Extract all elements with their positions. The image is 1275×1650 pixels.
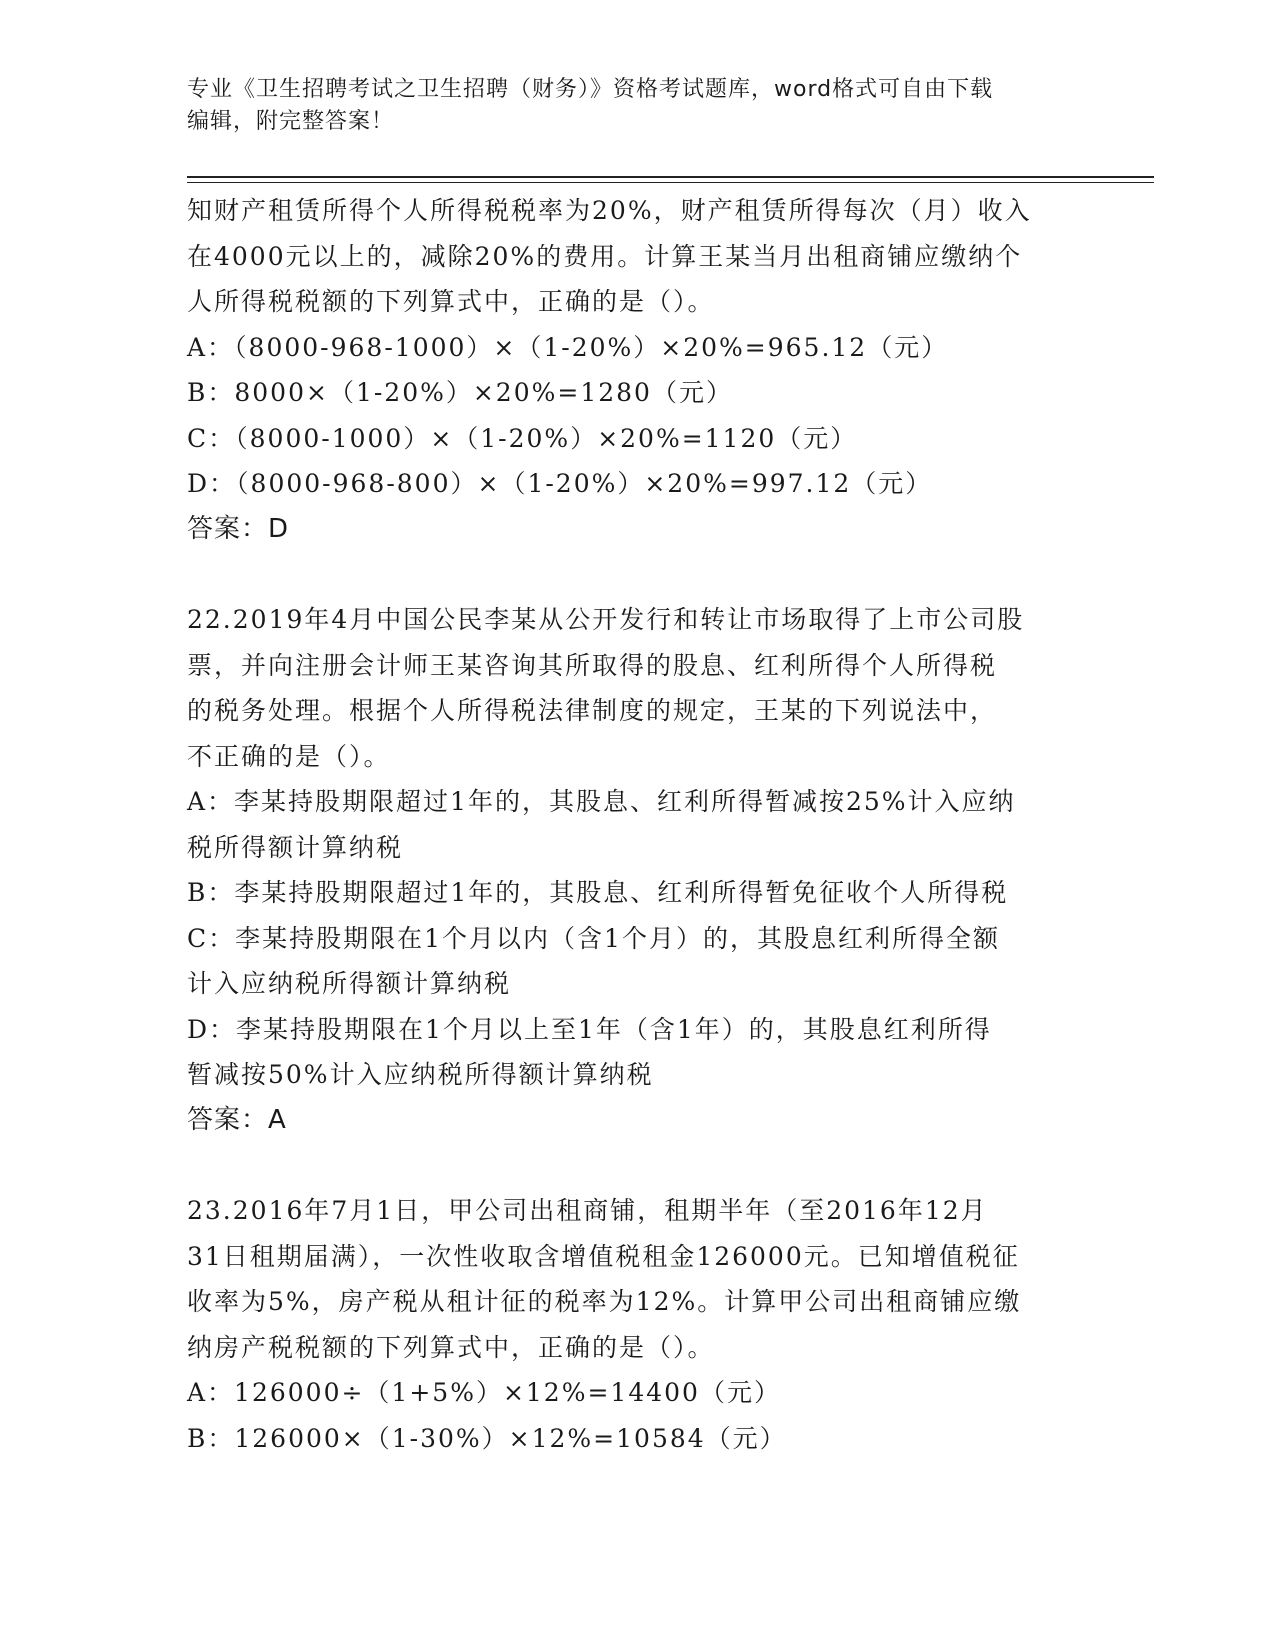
question-stem-line: 知财产租赁所得个人所得税税率为20%，财产租赁所得每次（月）收入 <box>187 196 1032 225</box>
option-b: B：8000×（1-20%）×20%=1280（元） <box>187 378 733 407</box>
option-a: A：李某持股期限超过1年的，其股息、红利所得暂减按25%计入应纳 <box>187 787 1016 816</box>
question-23 <box>187 1188 1087 1461</box>
option-d-continued: 暂减按50%计入应纳税所得额计算纳税 <box>187 1060 654 1089</box>
header-divider-thin <box>187 182 1154 183</box>
document-header <box>187 74 1087 138</box>
option-a: A：（8000-968-1000）×（1-20%）×20%=965.12（元） <box>187 332 949 362</box>
question-spacer <box>187 552 1087 597</box>
option-b: B：126000×（1-30%）×12%=10584（元） <box>187 1423 787 1453</box>
document-body <box>187 188 1087 1461</box>
option-a: A：126000÷（1+5%）×12%=14400（元） <box>187 1378 781 1407</box>
question-22 <box>187 597 1087 1143</box>
header-line-2: 编辑，附完整答案！ <box>187 109 395 134</box>
question-stem-line: 纳房产税税额的下列算式中，正确的是（）。 <box>187 1332 715 1362</box>
question-stem-line: 不正确的是（）。 <box>187 741 391 771</box>
question-stem-line: 人所得税税额的下列算式中，正确的是（）。 <box>187 287 715 316</box>
question-stem-line: 23.2016年7月1日，甲公司出租商铺，租期半年（至2016年12月 <box>187 1196 988 1225</box>
question-stem-line: 在4000元以上的，减除20%的费用。计算王某当月出租商铺应缴纳个 <box>187 241 1023 271</box>
question-spacer <box>187 1143 1087 1188</box>
option-a-continued: 税所得额计算纳税 <box>187 832 404 862</box>
question-stem-line: 22.2019年4月中国公民李某从公开发行和转让市场取得了上市公司股 <box>187 605 1025 634</box>
header-divider-thick <box>187 176 1154 178</box>
answer-label: 答案：D <box>187 513 290 544</box>
question-stem-line: 票，并向注册会计师王某咨询其所取得的股息、红利所得个人所得税 <box>187 650 998 680</box>
option-c: C：（8000-1000）×（1-20%）×20%=1120（元） <box>187 423 858 453</box>
question-stem-line: 31日租期届满），一次性收取含增值税租金126000元。已知增值税征 <box>187 1241 1020 1271</box>
answer-label: 答案：A <box>187 1104 287 1135</box>
option-d: D：（8000-968-800）×（1-20%）×20%=997.12（元） <box>187 469 933 498</box>
question-stem-line: 收率为5%，房产税从租计征的税率为12%。计算甲公司出租商铺应缴 <box>187 1287 1022 1316</box>
option-d: D：李某持股期限在1个月以上至1年（含1年）的，其股息红利所得 <box>187 1014 992 1044</box>
option-b: B：李某持股期限超过1年的，其股息、红利所得暂免征收个人所得税 <box>187 878 1009 907</box>
header-line-1: 专业《卫生招聘考试之卫生招聘（财务）》资格考试题库，word格式可自由下载 <box>187 77 994 102</box>
question-21 <box>187 188 1087 552</box>
question-stem-line: 的税务处理。根据个人所得税法律制度的规定，王某的下列说法中， <box>187 696 998 725</box>
option-c-continued: 计入应纳税所得额计算纳税 <box>187 969 512 998</box>
option-c: C：李某持股期限在1个月以内（含1个月）的，其股息红利所得全额 <box>187 923 1000 953</box>
